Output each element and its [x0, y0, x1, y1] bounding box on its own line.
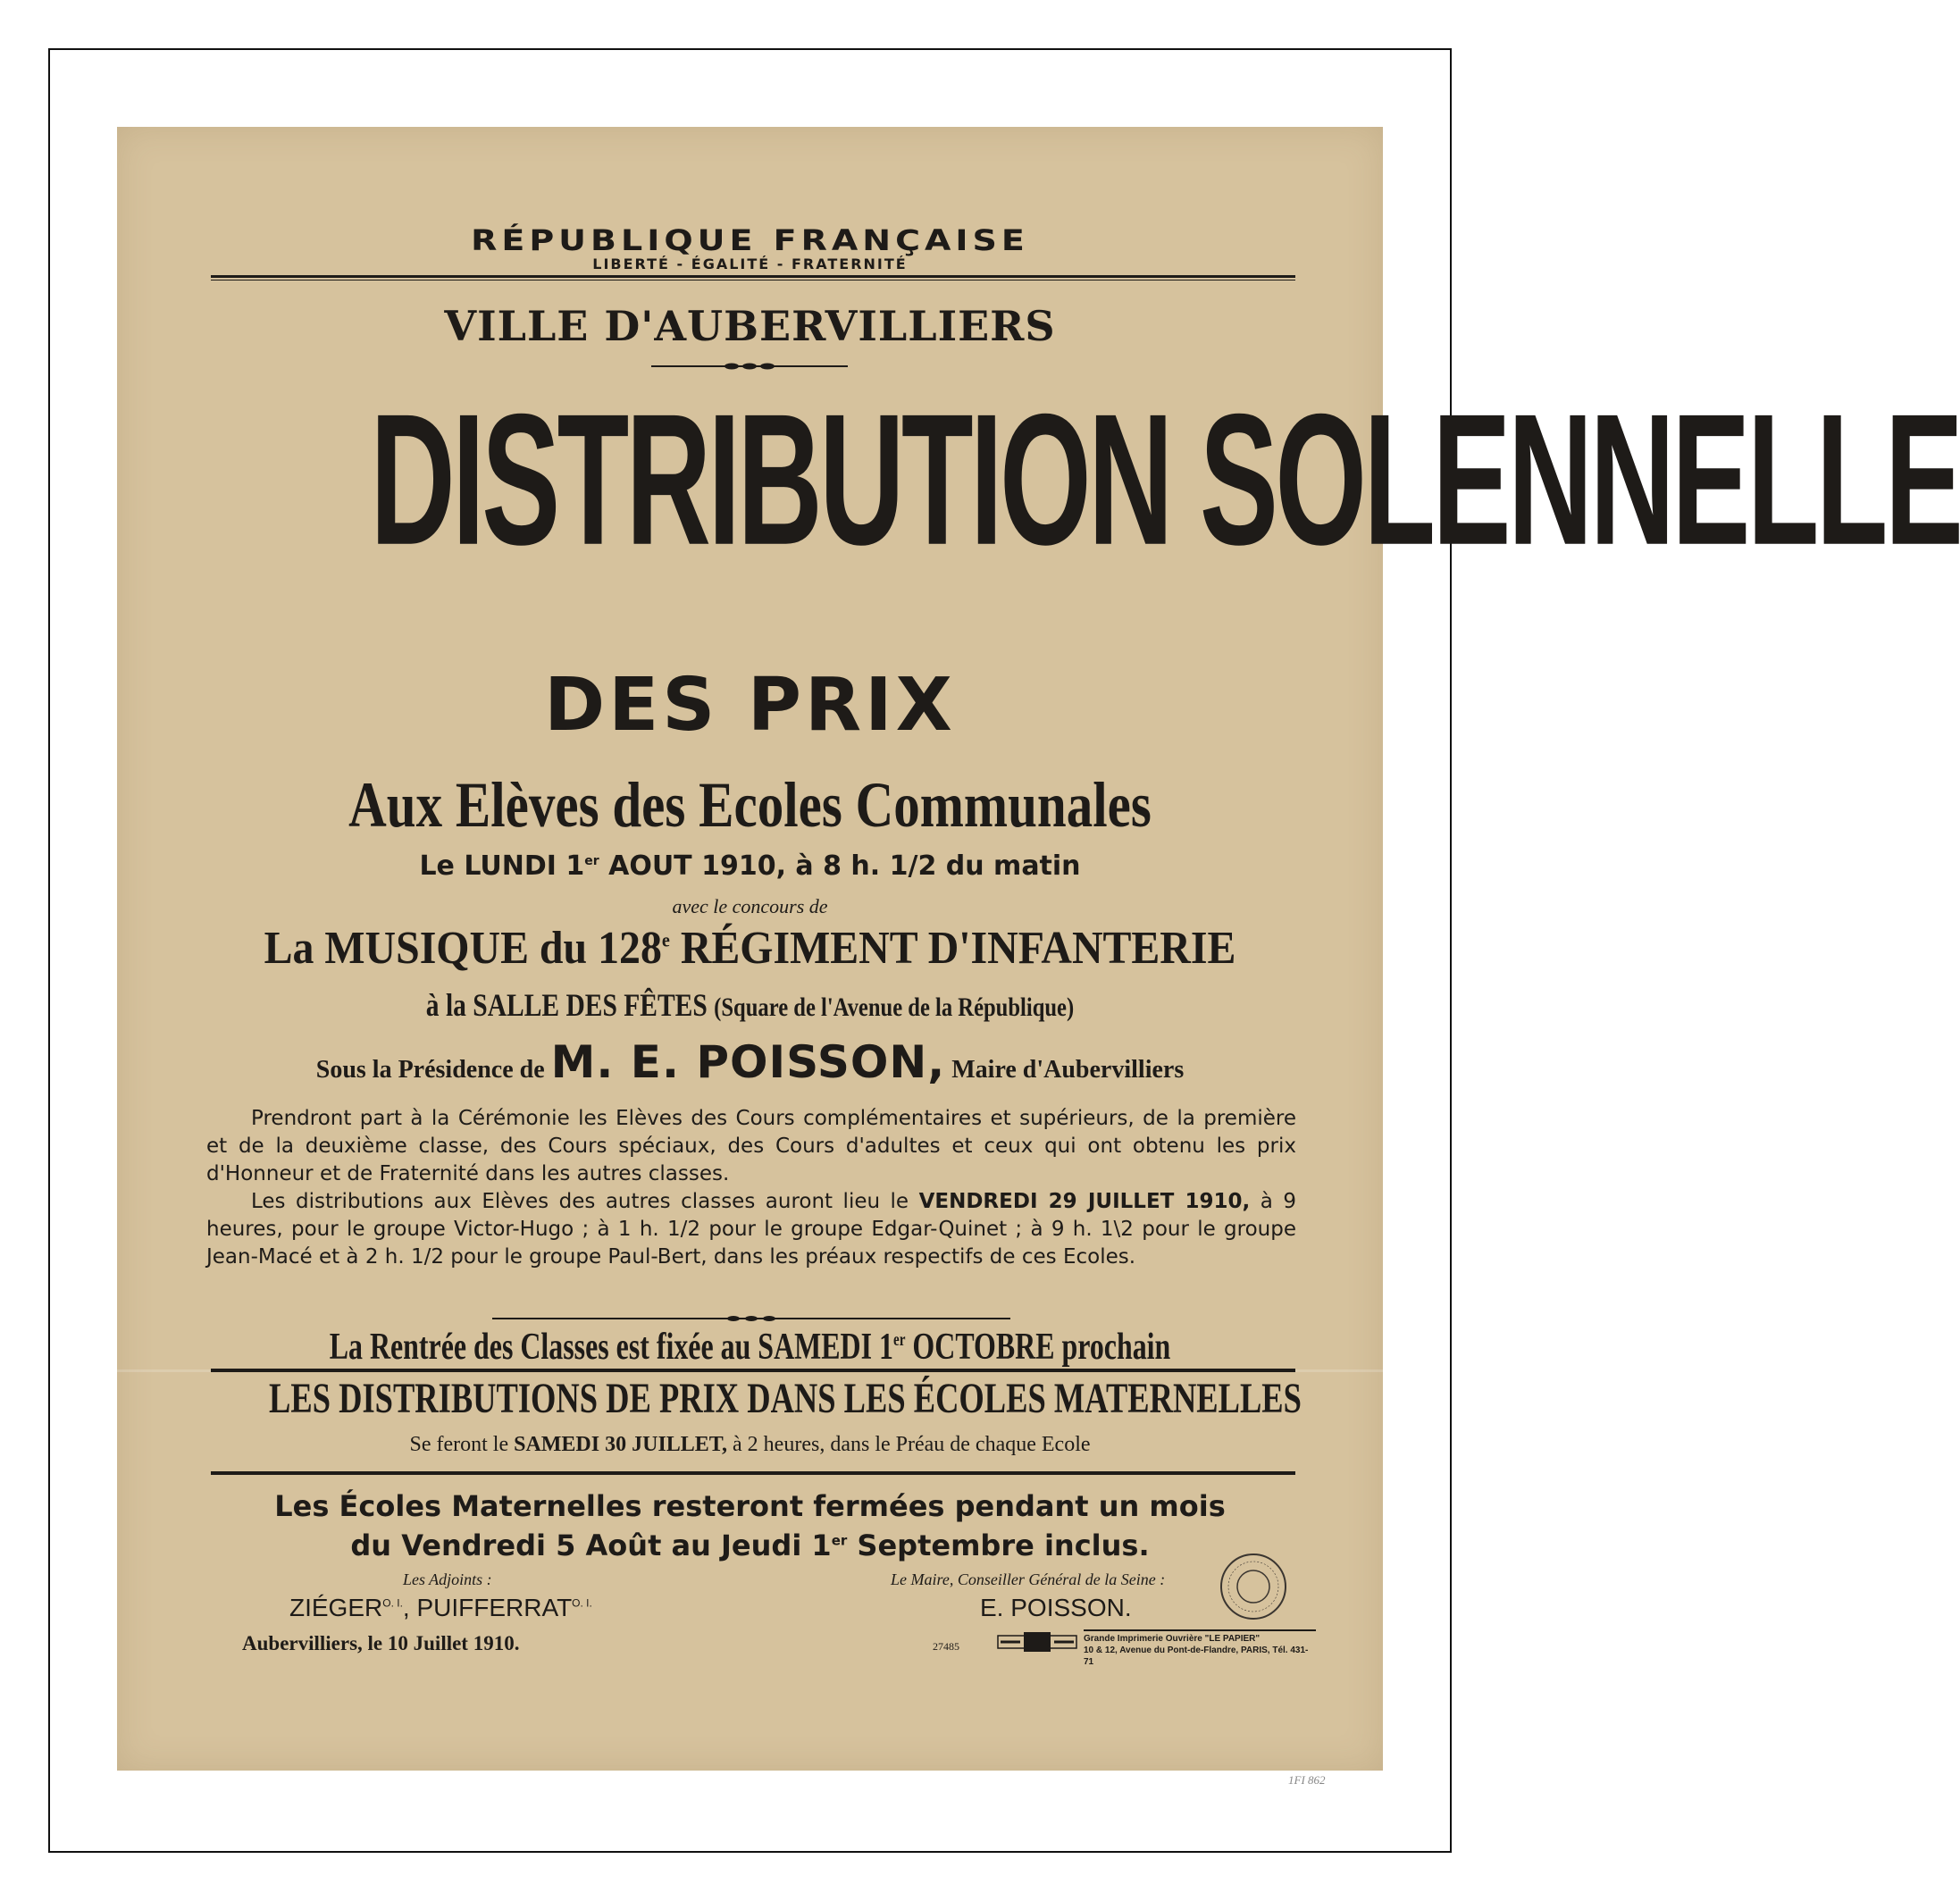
closure-notice: Les Écoles Maternelles resteront fermées pendant un mois du Vendredi 5 Août au Jeudi 1er Septembre inclus. — [274, 1489, 1226, 1562]
concours-note: avec le concours de — [672, 895, 828, 917]
venue-line: à la SALLE DES FÊTES (Square de l'Avenue de la République) — [425, 987, 1075, 1023]
printer-credit: Grande Imprimerie Ouvrière "LE PAPIER" 10 & 12, Avenue du Pont-de-Flandre, PARIS, Tél. 431-71 — [1084, 1629, 1316, 1668]
presidence-line: Sous la Présidence de M. E. POISSON, Maire d'Aubervilliers — [315, 1036, 1185, 1088]
header-ville: VILLE D'AUBERVILLIERS — [444, 302, 1056, 350]
printer-logo-icon — [997, 1630, 1077, 1654]
poster — [117, 127, 1960, 1771]
archives-stamp-icon — [1218, 1551, 1289, 1622]
sub-title: DES PRIX — [544, 663, 956, 748]
header-republique: RÉPUBLIQUE FRANÇAISE — [471, 223, 1029, 257]
adjoints-label: Les Adjoints : — [403, 1570, 492, 1588]
maternelles-title: LES DISTRIBUTIONS DE PRIX DANS LES ÉCOLES MATERNELLES — [269, 1375, 1302, 1422]
audience-line: Aux Elèves des Ecoles Communales — [348, 769, 1152, 841]
adjoints-names: $ZIÉGER^{O. I.}$, $PUIFFERRAT^{O. I.}$ — [289, 1594, 592, 1621]
body-text — [206, 1105, 1296, 1271]
shelfmark: 1FI 862 — [1288, 1773, 1326, 1787]
ornament-divider — [492, 1315, 1010, 1322]
maternelles-subtitle: Se feront le SAMEDI 30 JUILLET, à 2 heures, dans le Préau de chaque Ecole — [409, 1433, 1091, 1456]
paragraph-distributions: Les distributions aux Elèves des autres classes auront lieu le VENDREDI 29 JUILLET 1910, à 9 heures, pour le groupe Victor-Hugo ; à 1 h. 1/2 pour le groupe Edgar-Quinet ; à 9 h. 1\2 pour le groupe Jean-Macé et à 2 h. 1/2 pour le groupe Paul-Bert, dans les préaux respectifs de ces Ecoles. — [206, 1190, 1296, 1269]
maire-name: E. POISSON. — [980, 1594, 1132, 1621]
printer-number: 27485 — [933, 1640, 959, 1653]
event-date: Le LUNDI 1er AOUT 1910, à 8 h. 1/2 du matin — [419, 850, 1081, 882]
maire-label: Le Maire, Conseiller Général de la Seine : — [891, 1570, 1166, 1588]
signature-date: Aubervilliers, le 10 Juillet 1910. — [242, 1632, 520, 1654]
header-devise: LIBERTÉ - ÉGALITÉ - FRATERNITÉ — [592, 255, 908, 272]
musique-line: La MUSIQUE du 128e RÉGIMENT D'INFANTERIE — [264, 923, 1236, 974]
rentree-line: La Rentrée des Classes est fixée au SAMEDI 1er OCTOBRE prochain — [329, 1327, 1171, 1368]
ornament-divider — [651, 363, 848, 370]
divider-rule — [211, 1369, 1295, 1372]
main-title: DISTRIBUTION SOLENNELLE — [370, 374, 1960, 584]
divider-rule — [211, 1471, 1295, 1475]
paragraph-ceremonie: Prendront part à la Cérémonie les Elèves des Cours complémentaires et supérieurs, de la première et de la deuxième classe, des Cours spéciaux, des Cours d'adultes et ceux qui ont obtenu les prix d'Honneur et de Fraternité dans les autres classes. — [206, 1107, 1296, 1185]
divider-rule — [211, 275, 1295, 281]
